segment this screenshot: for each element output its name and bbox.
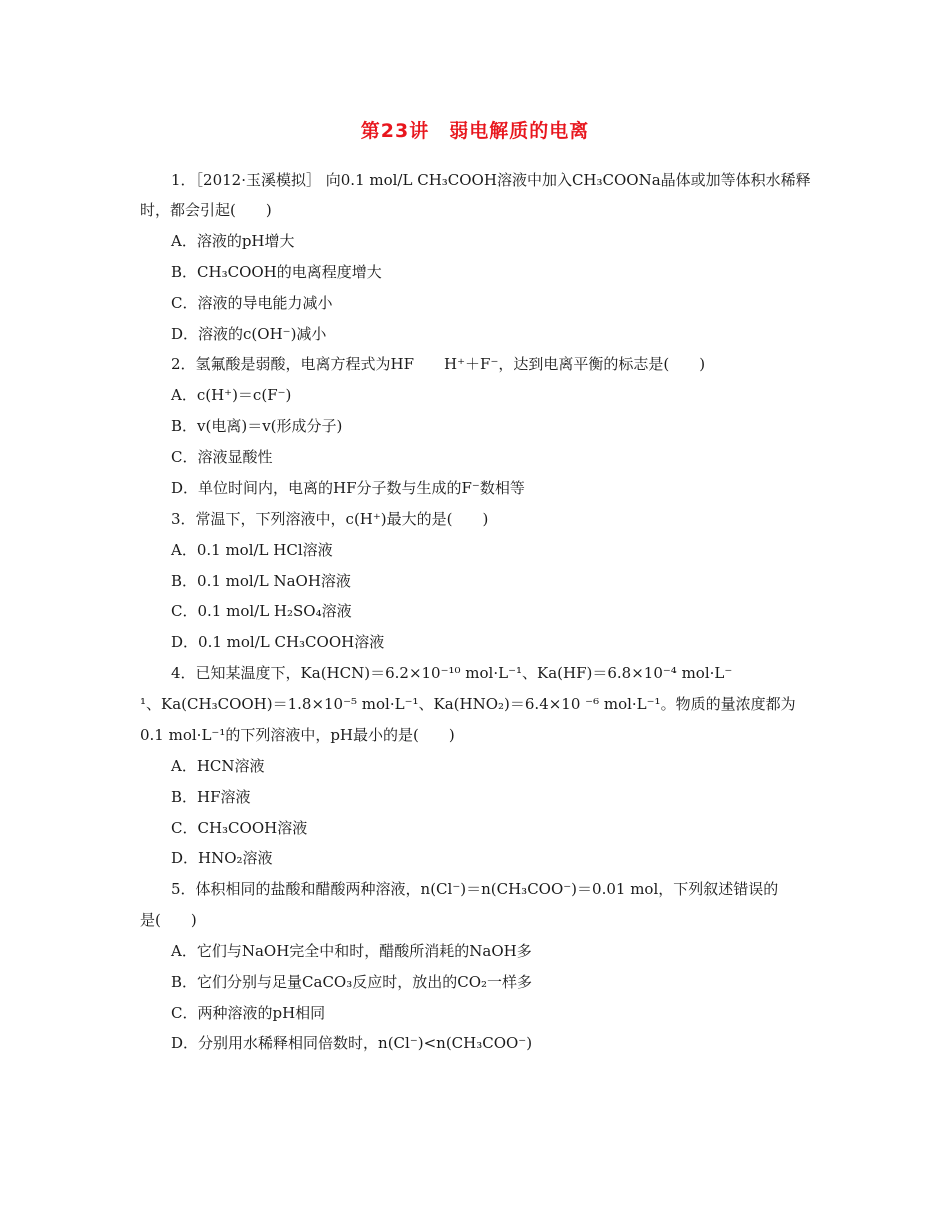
question-4-number: 4． [171, 664, 196, 682]
page-title: 第23讲 弱电解质的电离 [360, 120, 590, 142]
question-4-option-c: C．CH₃COOH溶液 [171, 819, 308, 837]
question-2 [171, 354, 705, 374]
question-1-number: 1． [171, 171, 196, 189]
question-2-option-c: C．溶液显酸性 [171, 448, 273, 466]
question-5-stem-continued: 是( ) [140, 911, 197, 929]
question-4-option-b: B．HF溶液 [171, 788, 251, 806]
question-1 [171, 170, 811, 190]
question-3-option-a: A．0.1 mol/L HCl溶液 [171, 541, 333, 559]
question-3-option-d: D．0.1 mol/L CH₃COOH溶液 [171, 633, 385, 651]
question-1-option-a: A．溶液的pH增大 [171, 232, 295, 250]
question-4-stem-line-2: ¹、Ka(CH₃COOH)＝1.8×10⁻⁵ mol·L⁻¹、Ka(HNO₂)＝6.4×10 ⁻⁶ mol·L⁻¹。物质的量浓度都为 [140, 695, 796, 713]
question-2-stem: 氢氟酸是弱酸，电离方程式为HF H⁺＋F⁻，达到电离平衡的标志是( ) [195, 355, 706, 373]
question-3 [171, 509, 488, 529]
question-2-option-b: B．v(电离)＝v(形成分子) [171, 417, 343, 435]
question-5-number: 5． [171, 880, 196, 898]
question-3-option-b: B．0.1 mol/L NaOH溶液 [171, 572, 351, 590]
question-4-option-a: A．HCN溶液 [171, 757, 265, 775]
question-5-option-b: B．它们分别与足量CaCO₃反应时，放出的CO₂一样多 [171, 973, 533, 991]
question-5-option-a: A．它们与NaOH完全中和时，醋酸所消耗的NaOH多 [171, 942, 532, 960]
question-3-number: 3． [171, 510, 196, 528]
question-1-option-d: D．溶液的c(OH⁻)减小 [171, 325, 327, 343]
question-5-stem: 体积相同的盐酸和醋酸两种溶液，n(Cl⁻)＝n(CH₃COO⁻)＝0.01 mol，下列叙述错误的 [195, 880, 779, 898]
question-1-stem: ［2012·玉溪模拟］ 向0.1 mol/L CH₃COOH溶液中加入CH₃COONa晶体或加等体积水稀释 [195, 171, 811, 189]
question-4-stem-line-3: 0.1 mol·L⁻¹的下列溶液中，pH最小的是( ) [140, 726, 455, 744]
question-4-option-d: D．HNO₂溶液 [171, 849, 273, 867]
question-5-option-d: D．分别用水稀释相同倍数时，n(Cl⁻)<n(CH₃COO⁻) [171, 1034, 533, 1052]
question-1-stem-continued: 时，都会引起( ) [140, 201, 272, 219]
question-5-option-c: C．两种溶液的pH相同 [171, 1004, 326, 1022]
question-5 [171, 879, 778, 899]
question-4 [171, 663, 732, 683]
question-3-stem: 常温下，下列溶液中，c(H⁺)最大的是( ) [195, 510, 489, 528]
question-3-option-c: C．0.1 mol/L H₂SO₄溶液 [171, 602, 352, 620]
question-1-option-b: B．CH₃COOH的电离程度增大 [171, 263, 382, 281]
question-4-stem: 已知某温度下，Ka(HCN)＝6.2×10⁻¹⁰ mol·L⁻¹、Ka(HF)＝6.8×10⁻⁴ mol·L⁻ [195, 664, 733, 682]
question-2-number: 2． [171, 355, 196, 373]
question-1-option-c: C．溶液的导电能力减小 [171, 294, 333, 312]
question-2-option-a: A．c(H⁺)＝c(F⁻) [171, 386, 292, 404]
question-2-option-d: D．单位时间内，电离的HF分子数与生成的F⁻数相等 [171, 479, 525, 497]
